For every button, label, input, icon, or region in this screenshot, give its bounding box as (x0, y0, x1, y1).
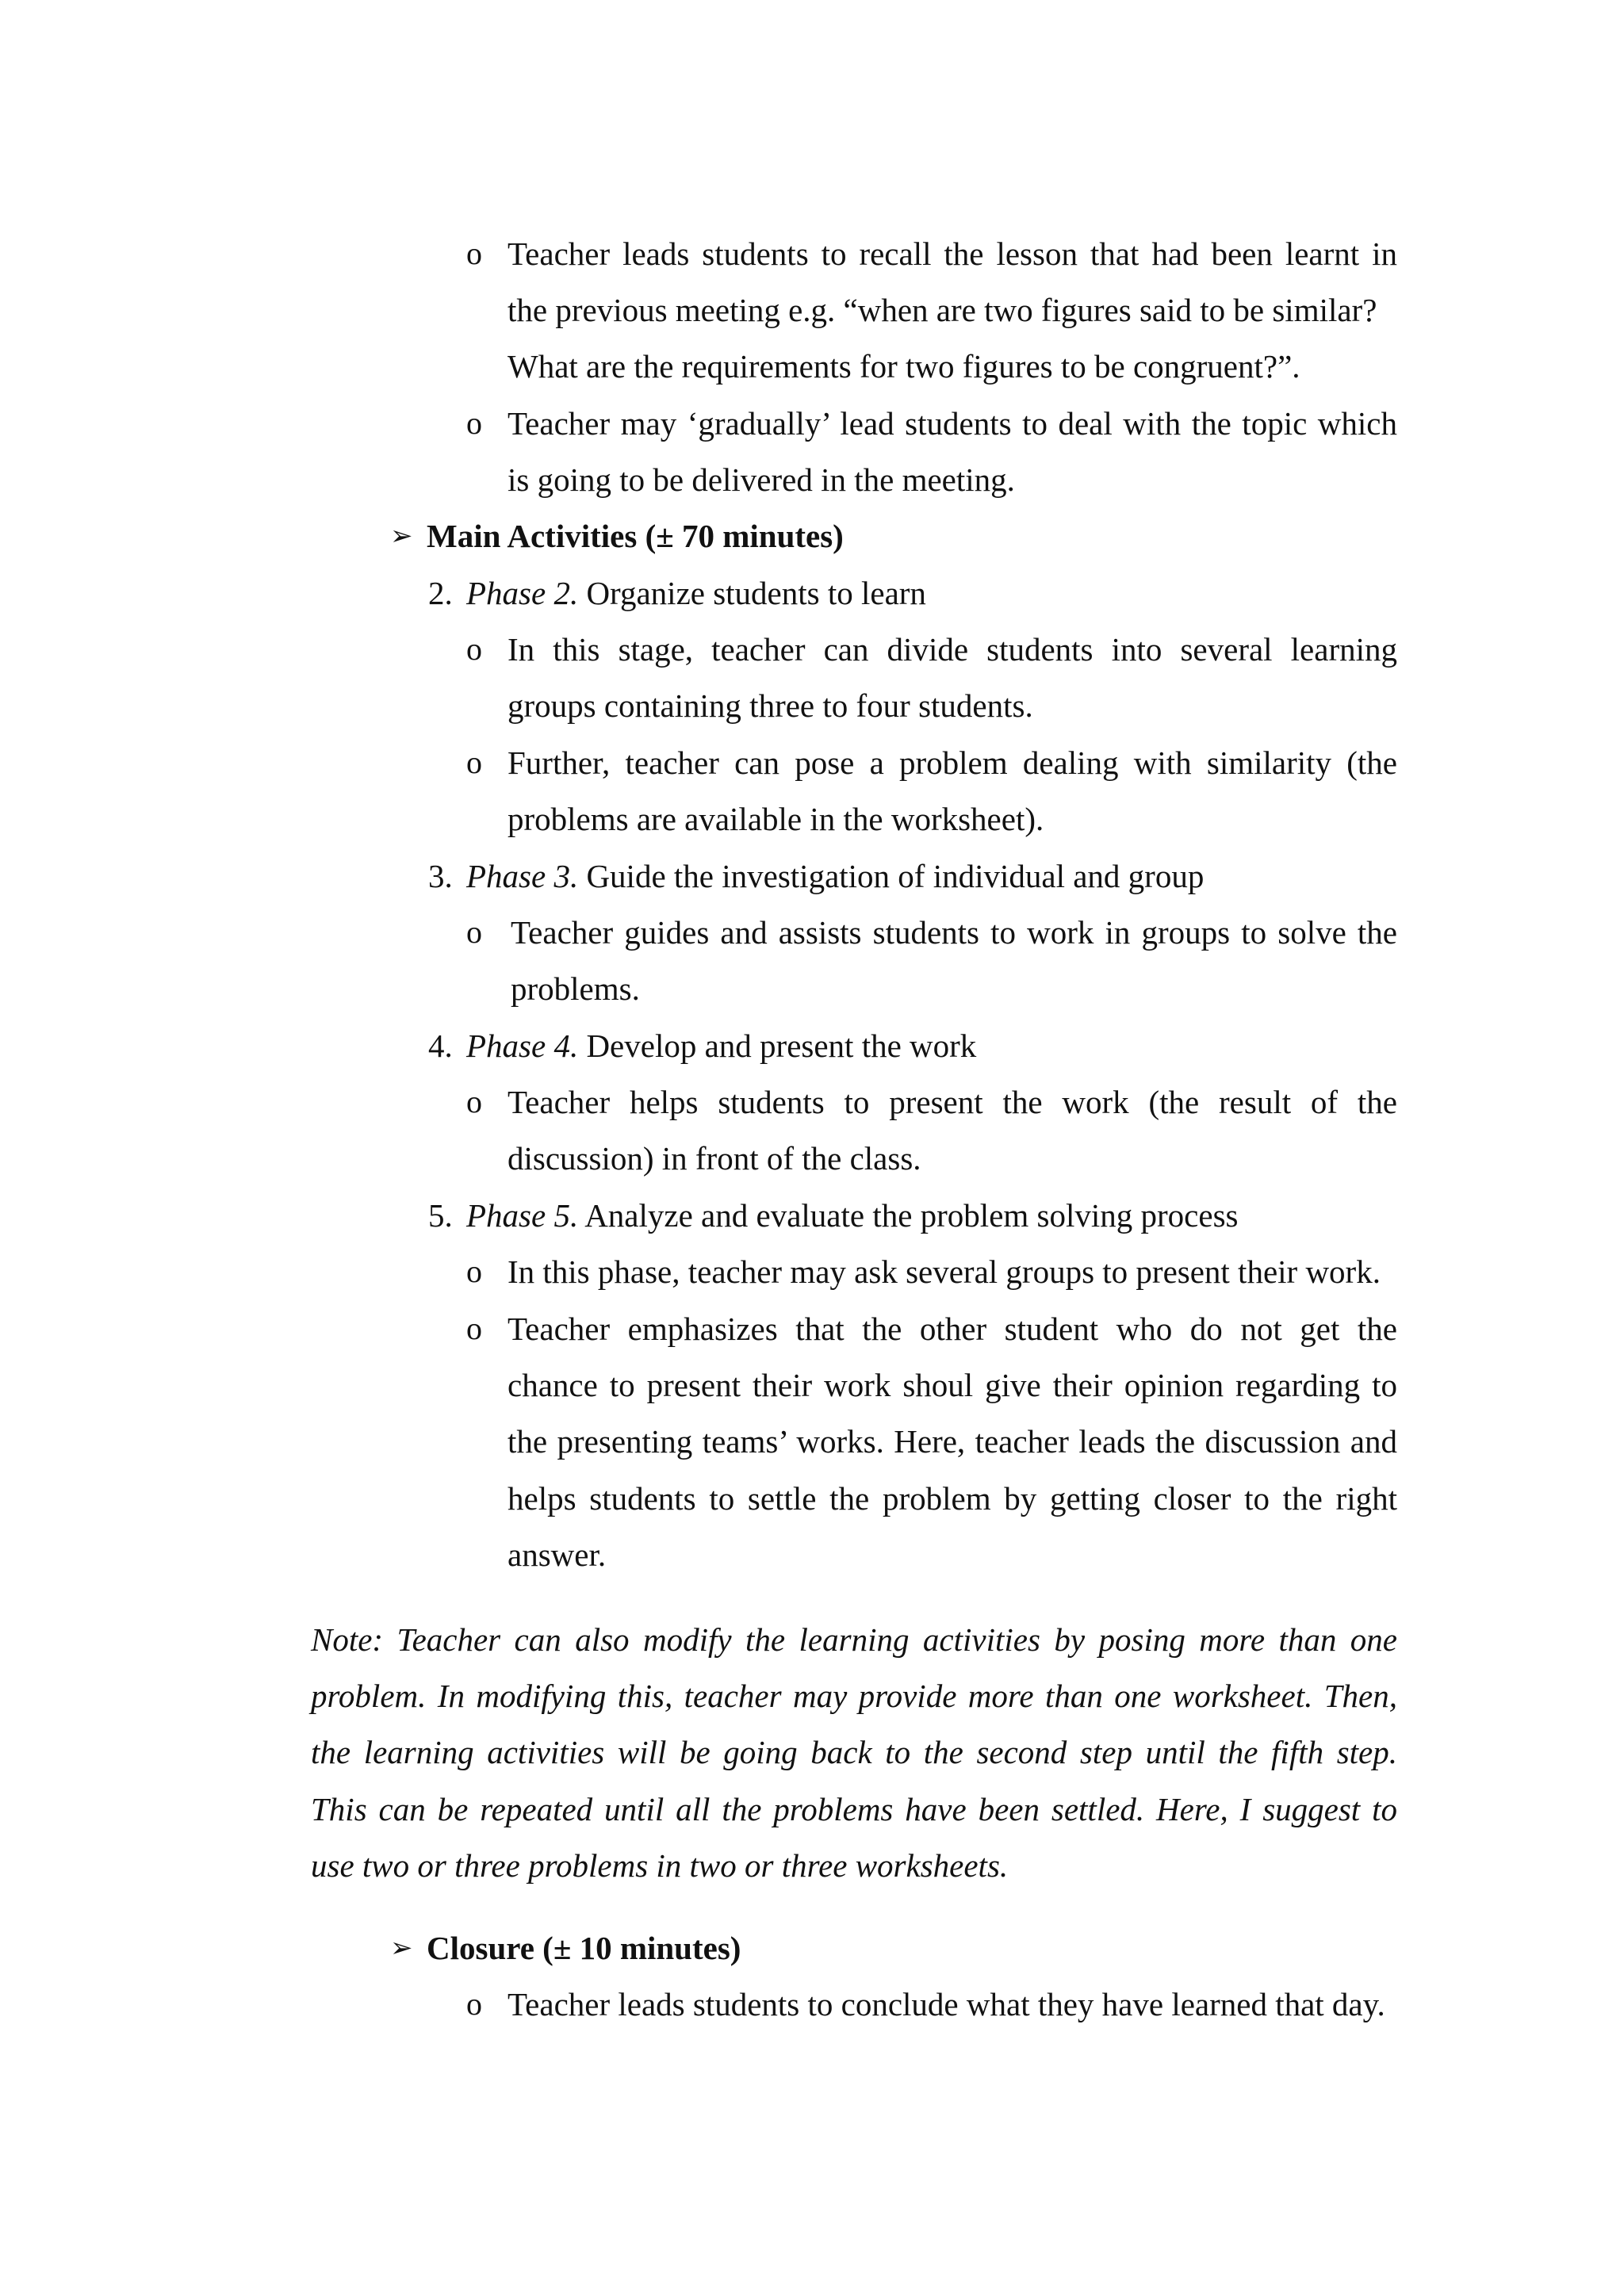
arrow-bullet-icon: ➢ (390, 1934, 413, 1963)
intro-bullet-2-line-1: Teacher may ‘gradually’ lead students to deal with the topic which (508, 405, 1397, 442)
phase-2-label: Phase 2. (466, 575, 579, 611)
phase-3-title: Guide the investigation of individual and group (586, 858, 1205, 894)
phase-4-bullet-1-line-2: discussion) in front of the class. (508, 1140, 921, 1177)
phase-3-label: Phase 3. (466, 858, 579, 894)
phase-4-title-row (466, 1027, 977, 1064)
phase-5-bullet-2-line-4: helps students to settle the problem by getting closer to the right (508, 1480, 1397, 1517)
phase-3-bullet-1-line-2: problems. (511, 970, 640, 1007)
phase-5-label: Phase 5. (466, 1197, 579, 1234)
circle-bullet-icon: o (466, 1253, 482, 1289)
circle-bullet-icon: o (466, 631, 482, 667)
phase-2-number: 2. (428, 575, 453, 611)
phase-5-bullet-1-line-1: In this phase, teacher may ask several groups to present their work. (508, 1253, 1381, 1290)
note-line-1: Note: Teacher can also modify the learning activities by posing more than one (311, 1621, 1397, 1658)
arrow-bullet-icon: ➢ (390, 522, 413, 551)
intro-bullet-1-line-1: Teacher leads students to recall the lesson that had been learnt in (508, 235, 1397, 272)
phase-2-bullet-1-line-1: In this stage, teacher can divide students into several learning (508, 631, 1397, 668)
intro-bullet-1-line-2: the previous meeting e.g. “when are two figures said to be similar? (508, 292, 1377, 328)
phase-5-bullet-2-line-1: Teacher emphasizes that the other student who do not get the (508, 1311, 1397, 1347)
phase-5-title: Analyze and evaluate the problem solving process (584, 1197, 1239, 1234)
note-line-2: problem. In modifying this, teacher may provide more than one worksheet. Then, (311, 1678, 1397, 1714)
circle-bullet-icon: o (466, 1986, 482, 2022)
phase-5-title-row (466, 1197, 1239, 1234)
closure-heading: Closure (± 10 minutes) (427, 1930, 741, 1966)
phase-4-label: Phase 4. (466, 1027, 579, 1064)
circle-bullet-icon: o (466, 1311, 482, 1346)
circle-bullet-icon: o (466, 744, 482, 780)
phase-4-title: Develop and present the work (586, 1027, 977, 1064)
phase-2-bullet-2-line-2: problems are available in the worksheet). (508, 801, 1044, 837)
phase-2-bullet-1-line-2: groups containing three to four students. (508, 687, 1033, 724)
phase-5-number: 5. (428, 1197, 453, 1234)
circle-bullet-icon: o (466, 1084, 482, 1119)
note-line-3: the learning activities will be going back to the second step until the fifth step. (311, 1734, 1397, 1770)
main-activities-heading: Main Activities (± 70 minutes) (427, 518, 844, 554)
phase-4-number: 4. (428, 1027, 453, 1064)
phase-5-bullet-2-line-3: the presenting teams’ works. Here, teacher leads the discussion and (508, 1423, 1397, 1460)
phase-3-number: 3. (428, 858, 453, 894)
circle-bullet-icon: o (466, 235, 482, 271)
intro-bullet-1-line-3: What are the requirements for two figures to be congruent?”. (508, 348, 1300, 385)
phase-5-bullet-2-line-2: chance to present their work shoul give their opinion regarding to (508, 1367, 1397, 1403)
closure-bullet-1-line-1: Teacher leads students to conclude what they have learned that day. (508, 1986, 1385, 2022)
phase-2-title-row (466, 577, 926, 610)
phase-2-title: Organize students to learn (586, 575, 926, 611)
circle-bullet-icon: o (466, 405, 482, 441)
circle-bullet-icon: o (466, 914, 482, 950)
phase-4-bullet-1-line-1: Teacher helps students to present the work (the result of the (508, 1084, 1397, 1120)
note-line-4: This can be repeated until all the problems have been settled. Here, I suggest to (311, 1791, 1397, 1827)
phase-5-bullet-2-line-5: answer. (508, 1536, 607, 1573)
phase-3-bullet-1-line-1: Teacher guides and assists students to work in groups to solve the (511, 914, 1397, 951)
intro-bullet-2-line-2: is going to be delivered in the meeting. (508, 461, 1015, 498)
note-line-5: use two or three problems in two or three worksheets. (311, 1847, 1009, 1884)
phase-2-bullet-2-line-1: Further, teacher can pose a problem dealing with similarity (the (508, 744, 1397, 781)
phase-3-title-row (466, 860, 1204, 893)
